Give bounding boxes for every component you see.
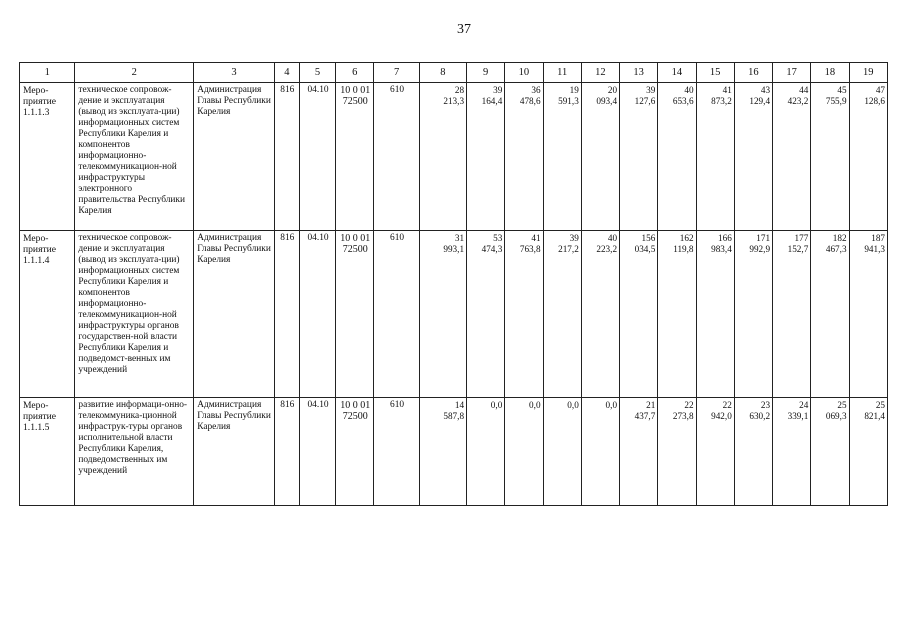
- column-header: 13: [620, 63, 658, 83]
- measure-id-cell: Меро- приятие 1.1.1.5: [20, 398, 75, 506]
- value-cell: 41 763,8: [505, 231, 543, 398]
- value-cell: 44 423,2: [773, 83, 811, 231]
- value-cell: 25 069,3: [811, 398, 849, 506]
- column-header: 6: [336, 63, 374, 83]
- grbs-cell: 816: [274, 398, 299, 506]
- value-cell: 14 587,8: [419, 398, 466, 506]
- column-header: 9: [467, 63, 505, 83]
- value-cell: 22 942,0: [696, 398, 734, 506]
- value-cell: 39 127,6: [620, 83, 658, 231]
- value-cell: 19 591,3: [543, 83, 581, 231]
- measure-id-cell: Меро- приятие 1.1.1.4: [20, 231, 75, 398]
- grbs-cell: 816: [274, 83, 299, 231]
- rzpr-cell: 04.10: [299, 83, 335, 231]
- csr-cell: 10 0 01 72500: [336, 398, 374, 506]
- value-cell: 21 437,7: [620, 398, 658, 506]
- value-cell: 28 213,3: [419, 83, 466, 231]
- column-header: 18: [811, 63, 849, 83]
- header-row: [20, 63, 888, 83]
- column-header: 7: [374, 63, 419, 83]
- grbs-cell: 816: [274, 231, 299, 398]
- table-row: [20, 231, 888, 398]
- column-header: 3: [194, 63, 275, 83]
- page-number: 37: [457, 22, 471, 37]
- table-row: [20, 398, 888, 506]
- column-header: 5: [299, 63, 335, 83]
- value-cell: 166 983,4: [696, 231, 734, 398]
- vr-cell: 610: [374, 398, 419, 506]
- value-cell: 36 478,6: [505, 83, 543, 231]
- value-cell: 39 217,2: [543, 231, 581, 398]
- rzpr-cell: 04.10: [299, 231, 335, 398]
- rzpr-cell: 04.10: [299, 398, 335, 506]
- value-cell: 40 223,2: [581, 231, 619, 398]
- budget-table: [19, 62, 888, 506]
- value-cell: 187 941,3: [849, 231, 887, 398]
- value-cell: 156 034,5: [620, 231, 658, 398]
- value-cell: 45 755,9: [811, 83, 849, 231]
- value-cell: 43 129,4: [734, 83, 772, 231]
- value-cell: 24 339,1: [773, 398, 811, 506]
- column-header: 14: [658, 63, 696, 83]
- csr-cell: 10 0 01 72500: [336, 83, 374, 231]
- executor-cell: Администрация Главы Республики Карелия: [194, 83, 275, 231]
- value-cell: 20 093,4: [581, 83, 619, 231]
- value-cell: 23 630,2: [734, 398, 772, 506]
- value-cell: 182 467,3: [811, 231, 849, 398]
- value-cell: 162 119,8: [658, 231, 696, 398]
- measure-id-cell: Меро- приятие 1.1.1.3: [20, 83, 75, 231]
- description-cell: техническое сопровож-дение и эксплуатация (вывод из эксплуата-ции) информационных систем Республики Карелия и компонентов информационно-телекоммуникацион-ной инфраструктуры электронного правительства Республики Карелия: [75, 83, 194, 231]
- value-cell: 47 128,6: [849, 83, 887, 231]
- column-header: 10: [505, 63, 543, 83]
- column-header: 2: [75, 63, 194, 83]
- column-header: 4: [274, 63, 299, 83]
- value-cell: 31 993,1: [419, 231, 466, 398]
- column-header: 15: [696, 63, 734, 83]
- value-cell: 177 152,7: [773, 231, 811, 398]
- value-cell: 39 164,4: [467, 83, 505, 231]
- executor-cell: Администрация Главы Республики Карелия: [194, 398, 275, 506]
- column-header: 8: [419, 63, 466, 83]
- value-cell: 0,0: [505, 398, 543, 506]
- value-cell: 0,0: [543, 398, 581, 506]
- description-cell: развитие информаци-онно-телекоммуника-ционной инфраструк-туры органов исполнительной власти Республики Карелия, подведомственных им учреждений: [75, 398, 194, 506]
- value-cell: 53 474,3: [467, 231, 505, 398]
- column-header: 19: [849, 63, 887, 83]
- column-header: 16: [734, 63, 772, 83]
- column-header: 12: [581, 63, 619, 83]
- value-cell: 0,0: [581, 398, 619, 506]
- description-cell: техническое сопровож-дение и эксплуатация (вывод из эксплуата-ции) информационных систем Республики Карелия и компонентов информационно-телекоммуникацион-ной инфраструктуры органов государствен-ной власти Республики Карелия и подведомст-венных им учреждений: [75, 231, 194, 398]
- vr-cell: 610: [374, 83, 419, 231]
- column-header: 11: [543, 63, 581, 83]
- table-row: [20, 83, 888, 231]
- value-cell: 22 273,8: [658, 398, 696, 506]
- executor-cell: Администрация Главы Республики Карелия: [194, 231, 275, 398]
- csr-cell: 10 0 01 72500: [336, 231, 374, 398]
- value-cell: 171 992,9: [734, 231, 772, 398]
- column-header: 17: [773, 63, 811, 83]
- value-cell: 41 873,2: [696, 83, 734, 231]
- value-cell: 25 821,4: [849, 398, 887, 506]
- vr-cell: 610: [374, 231, 419, 398]
- column-header: 1: [20, 63, 75, 83]
- value-cell: 0,0: [467, 398, 505, 506]
- value-cell: 40 653,6: [658, 83, 696, 231]
